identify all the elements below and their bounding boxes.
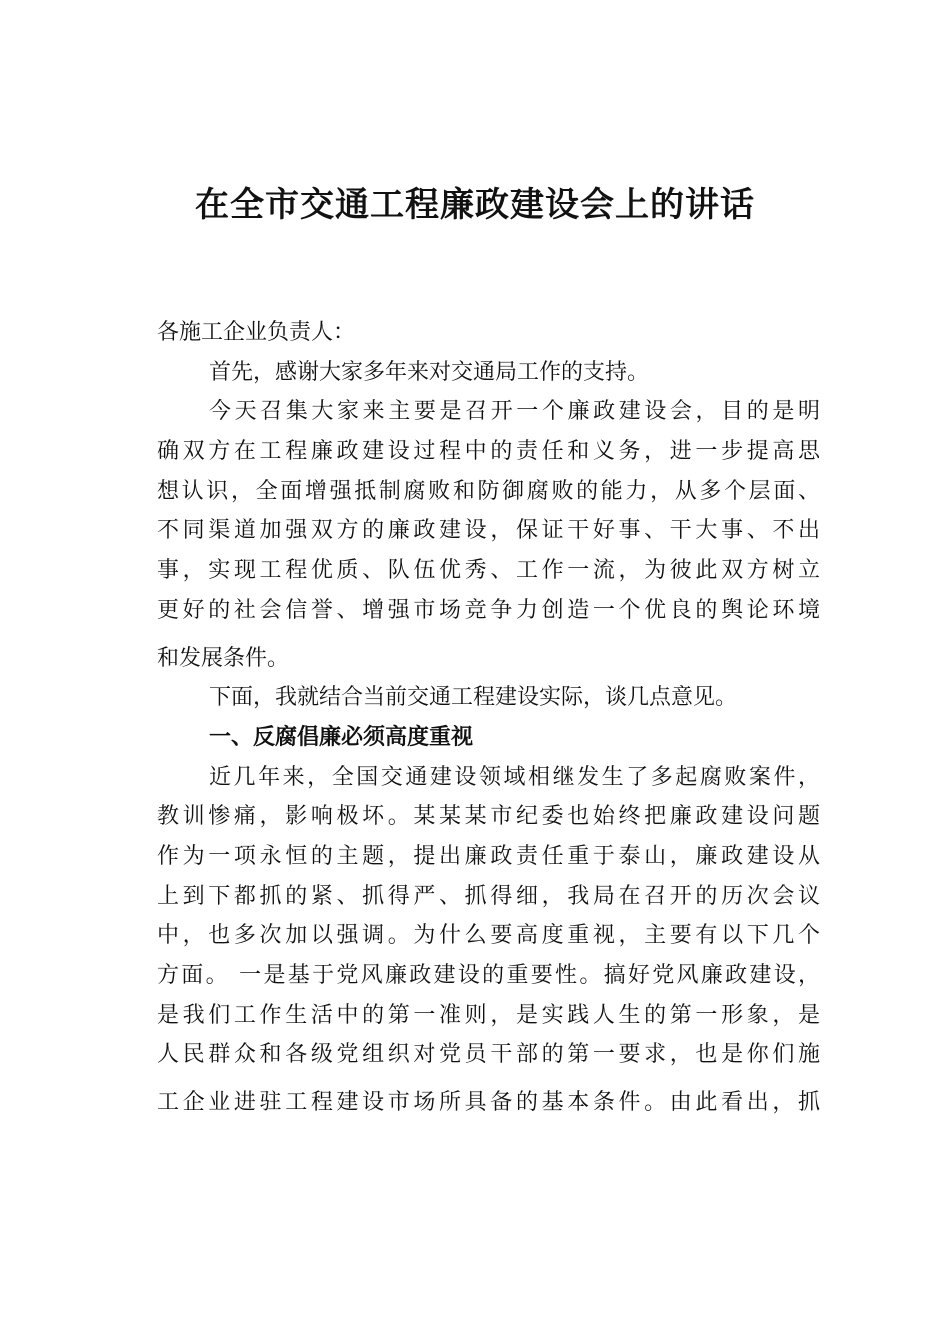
paragraph-line: 中，也多次加以强调。为什么要高度重视，主要有以下几个	[157, 923, 820, 949]
paragraph-line: 下面，我就结合当前交通工程建设实际，谈几点意见。	[209, 685, 738, 711]
paragraph-line: 事，实现工程优质、队伍优秀、工作一流，为彼此双方树立	[157, 558, 820, 584]
salutation-line: 各施工企业负责人：	[157, 320, 356, 345]
paragraph-line: 是我们工作生活中的第一准则，是实践人生的第一形象，是	[157, 1002, 820, 1028]
paragraph-line: 不同渠道加强双方的廉政建设，保证干好事、干大事、不出	[157, 518, 820, 544]
paragraph-line: 和发展条件。	[157, 645, 290, 671]
paragraph-line: 方面。 一是基于党风廉政建设的重要性。搞好党风廉政建设，	[157, 963, 820, 988]
paragraph-line: 人民群众和各级党组织对党员干部的第一要求，也是你们施	[157, 1042, 820, 1068]
paragraph-line: 确双方在工程廉政建设过程中的责任和义务，进一步提高思	[157, 439, 820, 465]
paragraph-line: 工企业进驻工程建设市场所具备的基本条件。由此看出，抓	[157, 1090, 820, 1116]
document-title: 在全市交通工程廉政建设会上的讲话	[195, 185, 755, 225]
paragraph-line: 想认识，全面增强抵制腐败和防御腐败的能力，从多个层面、	[157, 478, 820, 504]
paragraph-line: 首先，感谢大家多年来对交通局工作的支持。	[209, 359, 650, 385]
paragraph-line: 更好的社会信誉、增强市场竞争力创造一个优良的舆论环境	[157, 597, 820, 623]
paragraph-line: 今天召集大家来主要是召开一个廉政建设会，目的是明	[209, 399, 820, 425]
paragraph-line: 近几年来，全国交通建设领域相继发生了多起腐败案件，	[209, 764, 820, 790]
section-heading: 一、反腐倡廉必须高度重视	[209, 724, 474, 750]
paragraph-line: 教训惨痛，影响极坏。某某某市纪委也始终把廉政建设问题	[157, 804, 820, 830]
paragraph-line: 上到下都抓的紧、抓得严、抓得细，我局在召开的历次会议	[157, 883, 820, 909]
document-body	[157, 313, 820, 1123]
paragraph-line: 作为一项永恒的主题，提出廉政责任重于泰山，廉政建设从	[157, 843, 820, 869]
